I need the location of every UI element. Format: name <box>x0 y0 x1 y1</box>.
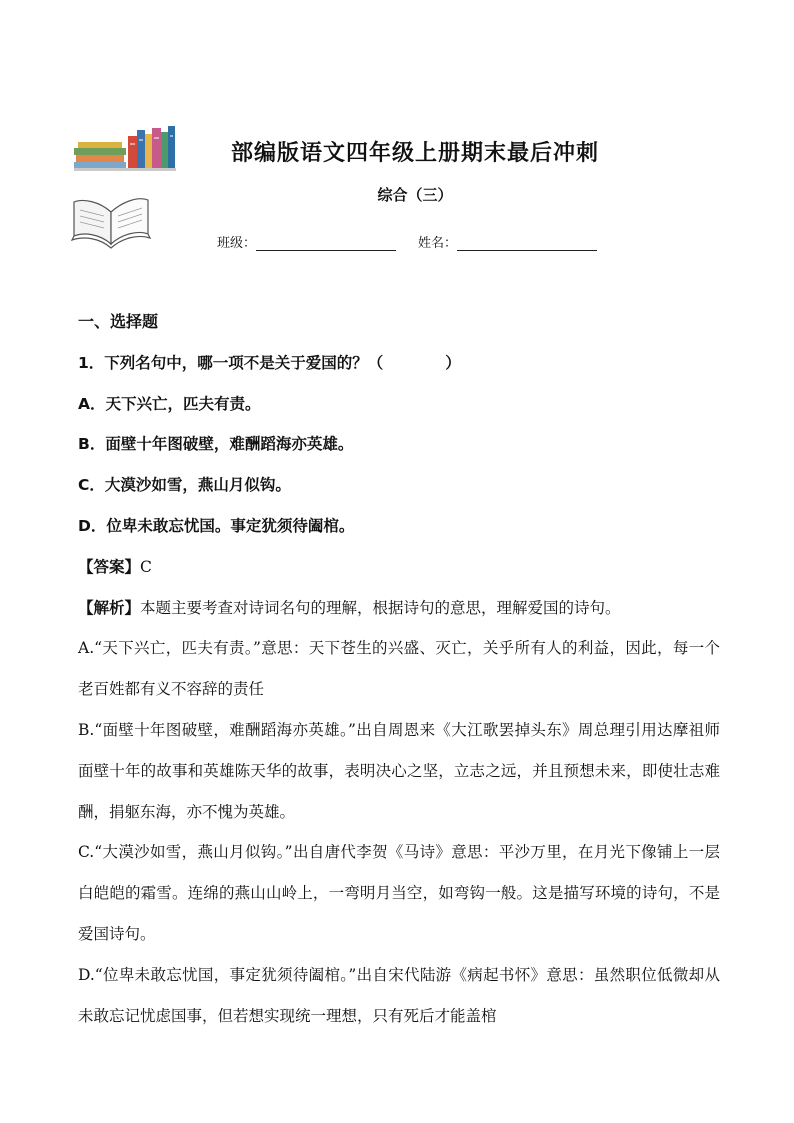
analysis-label: 【解析】 <box>78 598 141 617</box>
analysis-intro-line <box>78 588 720 629</box>
answer-line <box>78 547 720 588</box>
name-label: 姓名： <box>418 236 458 251</box>
option-a: A．天下兴亡，匹夫有责。 <box>78 394 261 413</box>
class-field[interactable] <box>256 234 396 251</box>
page-subtitle: 综合（三） <box>377 186 453 204</box>
name-field[interactable] <box>457 234 597 251</box>
class-label: 班级： <box>217 236 257 251</box>
answer-label: 【答案】 <box>78 557 141 576</box>
analysis-item-d: D.“位卑未敢忘忧国，事定犹须待阖棺。”出自宋代陆游《病起书怀》意思：虽然职位低微却从未敢忘记忧虑国事，但若想实现统一理想，只有死后才能盖棺 <box>78 965 720 1025</box>
option-c: C．大漠沙如雪，燕山月似钩。 <box>78 476 291 495</box>
page-title: 部编版语文四年级上册期末最后冲刺 <box>230 141 599 166</box>
section-heading: 一、选择题 <box>78 312 159 331</box>
answer-value: C <box>140 557 152 576</box>
analysis-item-a: A.“天下兴亡，匹夫有责。”意思：天下苍生的兴盛、灭亡，关乎所有人的利益，因此，每一个老百姓都有义不容辞的责任 <box>78 639 720 699</box>
option-b: B．面壁十年图破壁，难酬蹈海亦英雄。 <box>78 435 354 454</box>
document-body <box>78 302 720 1036</box>
question-stem: 1．下列名句中，哪一项不是关于爱国的？（ ） <box>78 353 461 372</box>
analysis-intro: 本题主要考查对诗词名句的理解，根据诗句的意思，理解爱国的诗句。 <box>140 598 621 617</box>
student-info-row <box>217 232 597 251</box>
analysis-item-c: C.“大漠沙如雪，燕山月似钩。”出自唐代李贺《马诗》意思：平沙万里，在月光下像铺上一层白皑皑的霜雪。连绵的燕山山岭上，一弯明月当空，如弯钩一般。这是描写环境的诗句，不是爱国诗句。 <box>78 843 720 943</box>
option-d: D．位卑未敢忘忧国。事定犹须待阖棺。 <box>78 516 355 535</box>
analysis-item-b: B.“面壁十年图破壁，难酬蹈海亦英雄。”出自周恩来《大江歌罢掉头东》周总理引用达摩祖师面壁十年的故事和英雄陈天华的故事，表明决心之坚，立志之远，并且预想未来，即使壮志难酬，捐躯东海，亦不愧为英雄。 <box>78 720 720 821</box>
